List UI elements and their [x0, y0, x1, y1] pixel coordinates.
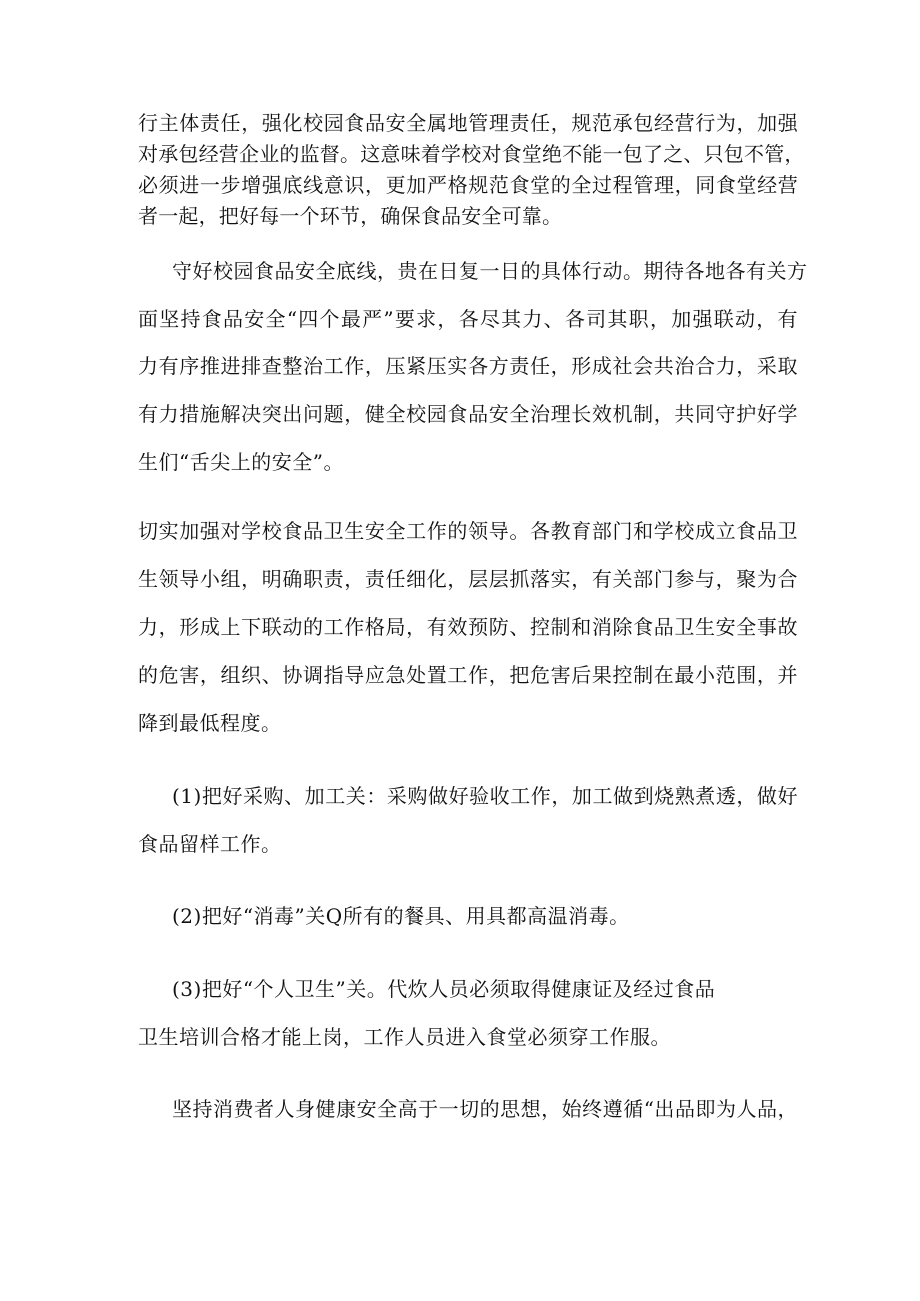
text-line: 坚持消费者人身健康安全高于一切的思想，始终遵循“出品即为人品，	[172, 1097, 798, 1121]
text-line: 降到最低程度。	[138, 711, 282, 735]
text-line: 有力措施解决突出问题，健全校园食品安全治理长效机制，共同守护好学	[138, 402, 798, 426]
text-line: (2)把好“消毒”关Q所有的餐具、用具都高温消毒。	[172, 904, 630, 928]
text-line: 切实加强对学校食品卫生安全工作的领导。各教育部门和学校成立食品卫	[138, 519, 798, 543]
text-line: 食品留样工作。	[138, 832, 282, 856]
text-line: 生们“舌尖上的安全”。	[138, 450, 344, 474]
text-line: 卫生培训合格才能上岗，工作人员进入食堂必须穿工作服。	[138, 1025, 671, 1049]
text-line: 对承包经营企业的监督。这意味着学校对食堂绝不能一包了之、只包不管，	[138, 142, 805, 166]
text-line: 行主体责任，强化校园食品安全属地管理责任，规范承包经营行为，加强	[138, 111, 798, 135]
text-line: 的危害，组织、协调指导应急处置工作，把危害后果控制在最小范围，并	[138, 663, 798, 687]
text-line: 者一起，把好每一个环节，确保食品安全可靠。	[138, 204, 563, 228]
text-line: 生领导小组，明确职责，责任细化，层层抓落实，有关部门参与，聚为合	[138, 567, 798, 591]
text-line: 面坚持食品安全“四个最严”要求，各尽其力、各司其职，加强联动，有	[138, 307, 798, 331]
text-line: (3)把好“个人卫生”关。代炊人员必须取得健康证及经过食品	[172, 977, 716, 1001]
text-line: 力有序推进排查整治工作，压紧压实各方责任，形成社会共治合力，采取	[138, 354, 798, 378]
text-line: 力，形成上下联动的工作格局，有效预防、控制和消除食品卫生安全事故	[138, 615, 798, 639]
text-line: (1)把好采购、加工关：采购做好验收工作，加工做到烧熟煮透，做好	[172, 784, 798, 808]
text-line: 守好校园食品安全底线，贵在日复一日的具体行动。期待各地各有关方	[172, 259, 808, 283]
text-line: 必须进一步增强底线意识，更加严格规范食堂的全过程管理，同食堂经营	[138, 173, 798, 197]
